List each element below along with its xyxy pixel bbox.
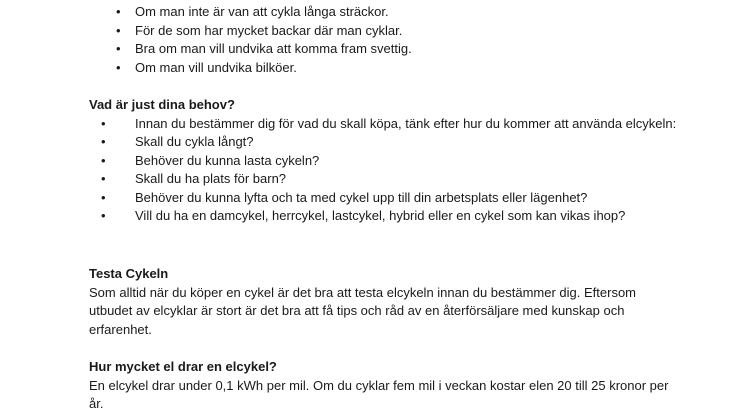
bullet-icon: • [101, 171, 106, 186]
list-item: • Skall du cykla långt? [89, 133, 679, 152]
list-item: • Innan du bestämmer dig för vad du skall köpa, tänk efter hur du kommer att använda elcykeln: [89, 115, 679, 134]
bullet-icon: • [116, 59, 121, 75]
needs-list [89, 115, 679, 226]
test-paragraph: Som alltid när du köper en cykel är det bra att testa elcykeln innan du bestämmer dig. Eftersom utbudet av elcyklar är stort är det bra att få tips och råd av en återförsäljare med kunskap och erfarenhet. [89, 284, 636, 337]
list-item: • Om man vill undvika bilköer. [89, 59, 709, 78]
intro-list-section [89, 3, 709, 77]
power-section [89, 358, 679, 414]
bullet-icon: • [116, 22, 121, 38]
test-section [89, 265, 679, 339]
bullet-icon: • [101, 208, 106, 223]
list-item: • Behöver du kunna lyfta och ta med cykel upp till din arbetsplats eller lägenhet? [89, 189, 679, 208]
bullet-icon: • [116, 4, 121, 19]
needs-section [89, 96, 709, 226]
list-item: • Behöver du kunna lasta cykeln? [89, 152, 679, 171]
power-heading: Hur mycket el drar en elcykel? [89, 359, 277, 374]
bullet-icon: • [116, 41, 121, 56]
list-item: • Bra om man vill undvika att komma fram svettig. [89, 40, 709, 59]
bullet-icon: • [101, 152, 106, 168]
list-item: • Skall du ha plats för barn? [89, 170, 679, 189]
bullet-icon: • [101, 189, 106, 205]
bullet-icon: • [101, 134, 106, 149]
list-item: • Vill du ha en damcykel, herrcykel, lastcykel, hybrid eller en cykel som kan vikas ihop? [89, 207, 679, 226]
bullet-icon: • [101, 115, 106, 131]
test-heading: Testa Cykeln [89, 266, 169, 281]
intro-list [89, 3, 709, 77]
power-paragraph: En elcykel drar under 0,1 kWh per mil. Om du cyklar fem mil i veckan kostar elen 20 till 25 kronor per år. [89, 377, 669, 411]
list-item: • Om man inte är van att cykla långa sträckor. [89, 3, 709, 22]
needs-heading: Vad är just dina behov? [89, 97, 235, 112]
list-item: • För de som har mycket backar där man cyklar. [89, 22, 709, 41]
